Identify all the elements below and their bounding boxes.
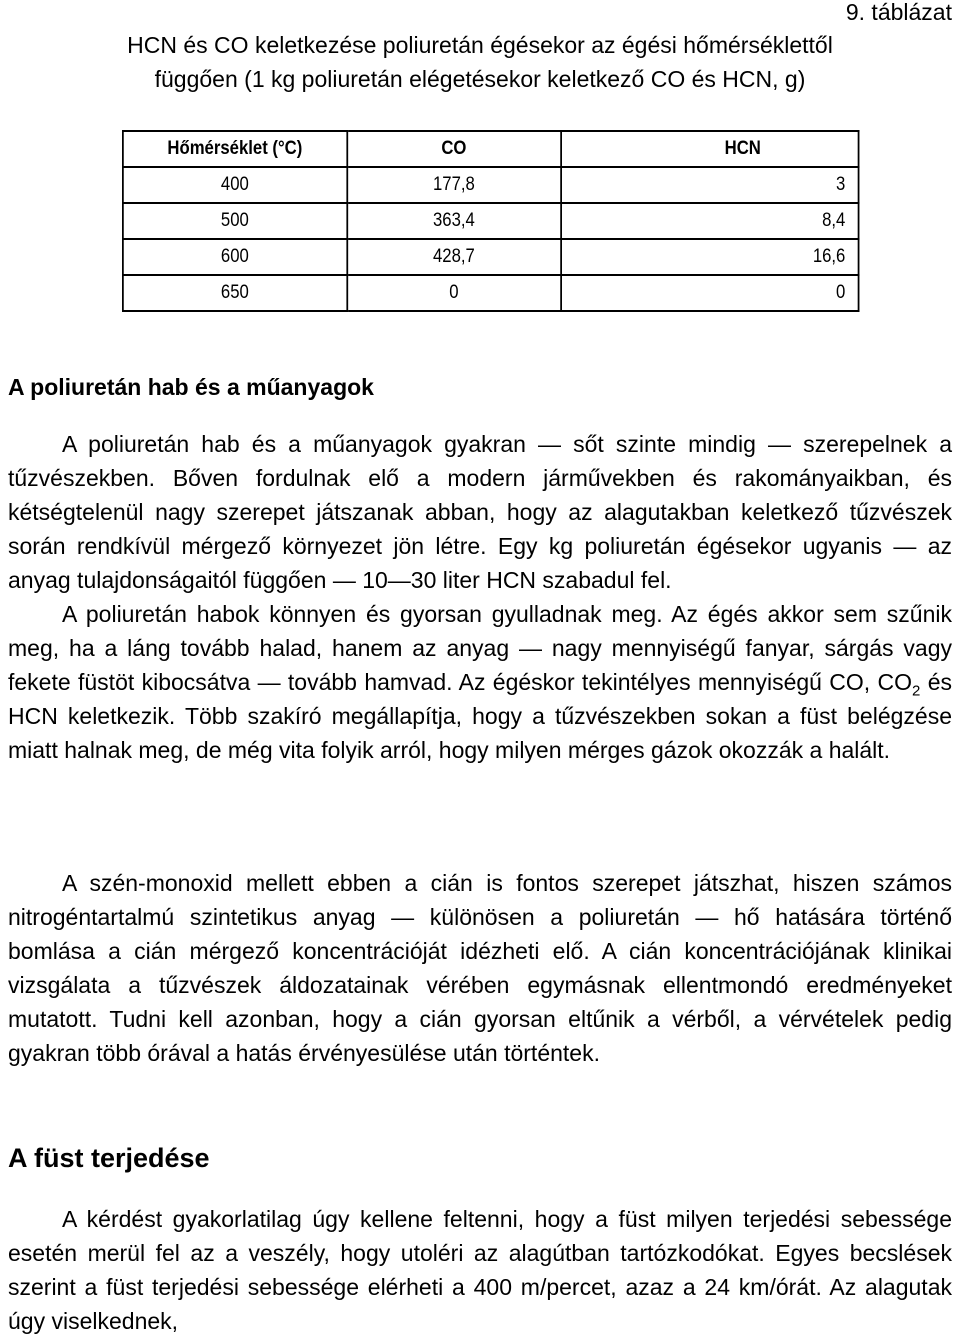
cell-hcn: 3 xyxy=(561,167,859,203)
cell-temperature: 400 xyxy=(123,167,347,203)
cell-temperature: 500 xyxy=(123,203,347,239)
cell-temperature: 650 xyxy=(123,275,347,311)
table-row xyxy=(123,167,859,203)
paragraph-text: és HCN keletkezik. Több szakíró megállapítja, hogy a tűzvészekben sokan a füst belégzése miatt halnak meg, de még vita folyik arról, hogy milyen mérges gázok okozzák a halált. xyxy=(8,669,953,763)
table-row xyxy=(123,275,859,311)
paragraph: A poliuretán hab és a műanyagok gyakran — sőt szinte mindig — szerepelnek a tűzvészekben. Bőven fordulnak elő a modern járművekben és rakományaikban, és kétségtelenül nagy szerepet játszanak abban, hogy az alagutakban keletkező tűzvészek során rendkívül mérgező környezet jön létre. Egy kg poliuretán égésekor ugyanis — az anyag tulajdonságaitól függően — 10—30 liter HCN szabadul fel. xyxy=(8,431,952,593)
caption-line-2: függően (1 kg poliuretán elégetésekor keletkező CO és HCN, g) xyxy=(154,66,806,92)
data-table xyxy=(122,130,859,312)
table-row xyxy=(123,203,859,239)
subscript: 2 xyxy=(912,682,921,700)
header-co: CO xyxy=(347,131,561,167)
paragraph: A szén-monoxid mellett ebben a cián is fontos szerepet játszhat, hiszen számos nitrogéntartalmú szintetikus anyag — különösen a poliuretán — hő hatására történő bomlása a cián mérgező koncentrációját idézheti elő. A cián koncentrációjának klinikai vizsgálata a tűzvészek áldozatainak vérében egymásnak ellentmondó eredményeket mutatott. Tudni kell azonban, hogy a cián gyorsan eltűnik a vérből, a vérvételek pedig gyakran több órával a hatás érvényesülése után történtek. xyxy=(8,870,952,1066)
header-temperature: Hőmérséklet (°C) xyxy=(123,131,347,167)
cell-co: 177,8 xyxy=(347,167,561,203)
paragraph: A kérdést gyakorlatilag úgy kellene feltenni, hogy a füst milyen terjedési sebessége esetén merül fel az a veszély, hogy utoléri az alagútban tartózkodókat. Egyes becslések szerint a füst terjedési sebessége elérheti a 400 m/percet, azaz a 24 km/órát. Az alagutak úgy viselkednek, xyxy=(8,1206,952,1334)
cell-hcn: 0 xyxy=(561,275,859,311)
cell-hcn: 16,6 xyxy=(561,239,859,275)
cell-temperature: 600 xyxy=(123,239,347,275)
section-heading-polyurethane: A poliuretán hab és a műanyagok xyxy=(8,374,374,400)
table-row xyxy=(123,239,859,275)
section-heading-smoke-spread: A füst terjedése xyxy=(8,1143,210,1173)
table-number-label: 9. táblázat xyxy=(845,0,952,25)
cell-hcn: 8,4 xyxy=(561,203,859,239)
section-2-body xyxy=(8,1202,952,1338)
caption-line-1: HCN és CO keletkezése poliuretán égésekor az égési hőmérséklettől xyxy=(127,32,833,58)
table-header-row xyxy=(123,131,859,167)
section-1-body xyxy=(8,427,952,767)
section-1-body-cont xyxy=(8,866,952,1070)
table-caption xyxy=(8,28,952,96)
paragraph xyxy=(8,597,952,767)
header-hcn: HCN xyxy=(561,131,859,167)
cell-co: 363,4 xyxy=(347,203,561,239)
paragraph-text: A poliuretán habok könnyen és gyorsan gyulladnak meg. Az égés akkor sem szűnik meg, ha a láng tovább halad, hanem az anyag — nagy mennyiségű fanyar, sárgás vagy fekete füstöt kibocsátva — tovább hamvad. Az égéskor tekintélyes mennyiségű CO, CO xyxy=(8,601,952,695)
cell-co: 428,7 xyxy=(347,239,561,275)
cell-co: 0 xyxy=(347,275,561,311)
